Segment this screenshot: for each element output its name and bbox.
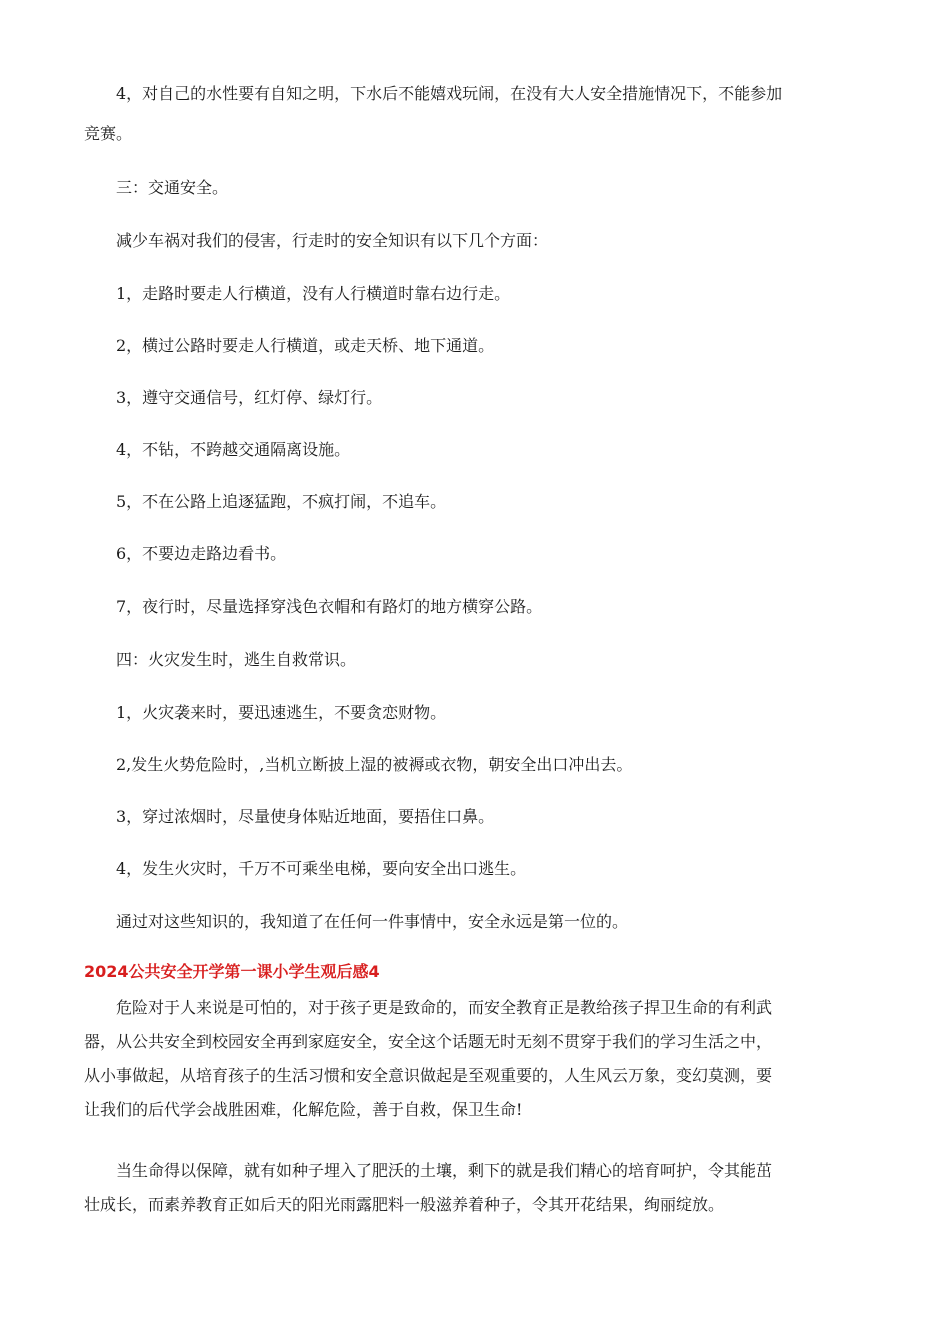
body-paragraph-2-line-2: 壮成长，而素养教育正如后天的阳光雨露肥料一般滋养着种子，令其开花结果，绚丽绽放。 xyxy=(84,1195,725,1214)
list-item-fire-3: 3，穿过浓烟时，尽量使身体贴近地面，要捂住口鼻。 xyxy=(116,807,495,826)
body-paragraph-1-line-4: 让我们的后代学会战胜困难，化解危险，善于自救，保卫生命! xyxy=(84,1100,523,1119)
list-item-traffic-3: 3，遵守交通信号，红灯停、绿灯行。 xyxy=(116,388,383,407)
section-traffic-title: 三：交通安全。 xyxy=(116,178,229,197)
body-paragraph-1-line-1: 危险对于人来说是可怕的，对于孩子更是致命的，而安全教育正是教给孩子捍卫生命的有利武 xyxy=(116,998,773,1017)
paragraph-swimming-4: 4，对自己的水性要有自知之明，下水后不能嬉戏玩闹，在没有大人安全措施情况下，不能参加 xyxy=(116,84,783,103)
list-item-traffic-1: 1，走路时要走人行横道，没有人行横道时靠右边行走。 xyxy=(116,284,511,303)
list-item-traffic-6: 6，不要边走路边看书。 xyxy=(116,544,287,563)
paragraph-conclusion: 通过对这些知识的，我知道了在任何一件事情中，安全永远是第一位的。 xyxy=(116,912,629,931)
list-item-fire-1: 1，火灾袭来时，要迅速逃生，不要贪恋财物。 xyxy=(116,703,447,722)
paragraph-swimming-4-cont: 竞赛。 xyxy=(84,124,133,143)
list-item-fire-2: 2,发生火势危险时，,当机立断披上湿的被褥或衣物，朝安全出口冲出去。 xyxy=(116,755,633,774)
list-item-traffic-2: 2，横过公路时要走人行横道，或走天桥、地下通道。 xyxy=(116,336,495,355)
section-heading: 2024公共安全开学第一课小学生观后感4 xyxy=(84,962,380,981)
list-item-traffic-5: 5，不在公路上追逐猛跑，不疯打闹，不追车。 xyxy=(116,492,447,511)
body-paragraph-1-line-2: 器，从公共安全到校园安全再到家庭安全，安全这个话题无时无刻不贯穿于我们的学习生活之中， xyxy=(84,1032,773,1051)
body-paragraph-1-line-3: 从小事做起，从培育孩子的生活习惯和安全意识做起是至观重要的，人生风云万象，变幻莫测，要 xyxy=(84,1066,773,1085)
paragraph-traffic-intro: 减少车祸对我们的侵害，行走时的安全知识有以下几个方面： xyxy=(116,231,549,250)
list-item-traffic-7: 7，夜行时，尽量选择穿浅色衣帽和有路灯的地方横穿公路。 xyxy=(116,597,543,616)
section-fire-title: 四：火灾发生时，逃生自救常识。 xyxy=(116,650,357,669)
list-item-fire-4: 4，发生火灾时，千万不可乘坐电梯，要向安全出口逃生。 xyxy=(116,859,527,878)
body-paragraph-2-line-1: 当生命得以保障，就有如种子埋入了肥沃的土壤，剩下的就是我们精心的培育呵护，令其能茁 xyxy=(116,1161,773,1180)
list-item-traffic-4: 4，不钻，不跨越交通隔离设施。 xyxy=(116,440,351,459)
